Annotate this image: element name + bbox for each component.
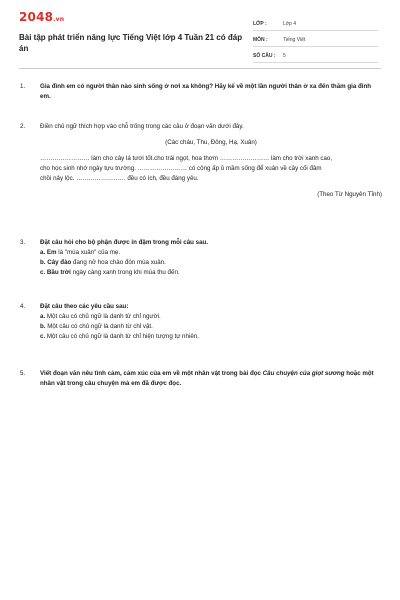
question-number: 5. xyxy=(20,370,26,377)
logo-suffix-text: .vn xyxy=(53,16,65,23)
meta-row-count xyxy=(253,49,378,63)
question-text: Viết đoạn văn nêu tình cảm, cảm xúc của em về một nhân vật trong bài đọc Câu chuyện của giọt sương hoặc một nhân vật trong câu chuyện mà em đã được đọc. xyxy=(40,370,374,387)
question-2 xyxy=(20,122,382,200)
sub-item-b: b. Cây đào đang nở hoa chào đón mùa xuân. xyxy=(40,259,166,266)
passage-line: chồi nảy lộc. …………………… đều có ích, đều đáng yêu. xyxy=(40,175,199,182)
question-text: Gia đình em có người thân nào sinh sống ở nơi xa không? Hãy kể về một lần người thân ở xa đến thăm gia đình em. xyxy=(40,83,372,100)
meta-value: Lớp 4 xyxy=(283,20,297,27)
sub-item-a: a. Em là "mùa xuân" của mẹ. xyxy=(40,249,121,256)
question-number: 2. xyxy=(20,123,26,130)
question-number: 3. xyxy=(20,239,26,246)
question-prompt: Điền chủ ngữ thích hợp vào chỗ trống trong các câu ở đoạn văn dưới đây. xyxy=(40,123,244,130)
worksheet-meta xyxy=(253,17,378,65)
meta-value: 5 xyxy=(283,52,286,59)
header-divider xyxy=(19,68,381,69)
passage-line: cho học sinh nhớ ngày tựu trường. …………………… có công ấp ủ mầm sống để xuân về cây cối đâm xyxy=(40,165,322,172)
meta-row-subject xyxy=(253,33,378,47)
story-title: Câu chuyện của giọt sương xyxy=(262,370,345,377)
worksheet-title: Bài tập phát triển năng lực Tiếng Việt lớp 4 Tuần 21 có đáp án xyxy=(19,33,243,53)
question-number: 4. xyxy=(20,303,26,310)
question-number: 1. xyxy=(20,83,26,90)
passage-line: …………………… làm cho cây lá tươi tốt.cho trái ngọt, hoa thơm …………………… làm cho trời xanh cao, xyxy=(40,155,333,162)
highlighted-subject: Em xyxy=(46,249,57,256)
question-1 xyxy=(20,82,382,102)
word-options: (Các cháu, Thu, Đông, Hạ, Xuân) xyxy=(165,139,257,146)
meta-key: SỐ CÂU : xyxy=(253,52,276,59)
meta-key: LỚP : xyxy=(253,20,267,27)
question-prompt: Đặt câu theo các yêu cầu sau: xyxy=(40,303,129,310)
highlighted-subject: Bầu trời xyxy=(46,269,71,276)
question-4 xyxy=(20,302,382,342)
sub-item-a: a. Một câu có chủ ngữ là danh từ chỉ người. xyxy=(40,313,161,320)
site-logo[interactable] xyxy=(19,10,64,24)
meta-key: MÔN : xyxy=(253,36,268,43)
sub-item-b: b. Một câu có chủ ngữ là danh từ chỉ vật. xyxy=(40,323,153,330)
highlighted-subject: Cây đào xyxy=(47,259,72,266)
sub-item-c: c. Bầu trời ngày càng xanh trong khi mùa thu đến. xyxy=(40,269,180,276)
meta-value: Tiếng Việt xyxy=(283,36,306,43)
passage-source: (Theo Từ Nguyên Tĩnh) xyxy=(317,191,382,198)
question-5 xyxy=(20,369,382,389)
logo-main-text: 2048 xyxy=(19,10,54,24)
sub-item-c: c. Một câu có chủ ngữ là danh từ chỉ hiện tượng tự nhiên. xyxy=(40,333,199,340)
question-prompt: Đặt câu hỏi cho bộ phận được in đậm trong mỗi câu sau. xyxy=(40,239,209,246)
meta-row-grade xyxy=(253,17,378,31)
question-3 xyxy=(20,238,382,278)
